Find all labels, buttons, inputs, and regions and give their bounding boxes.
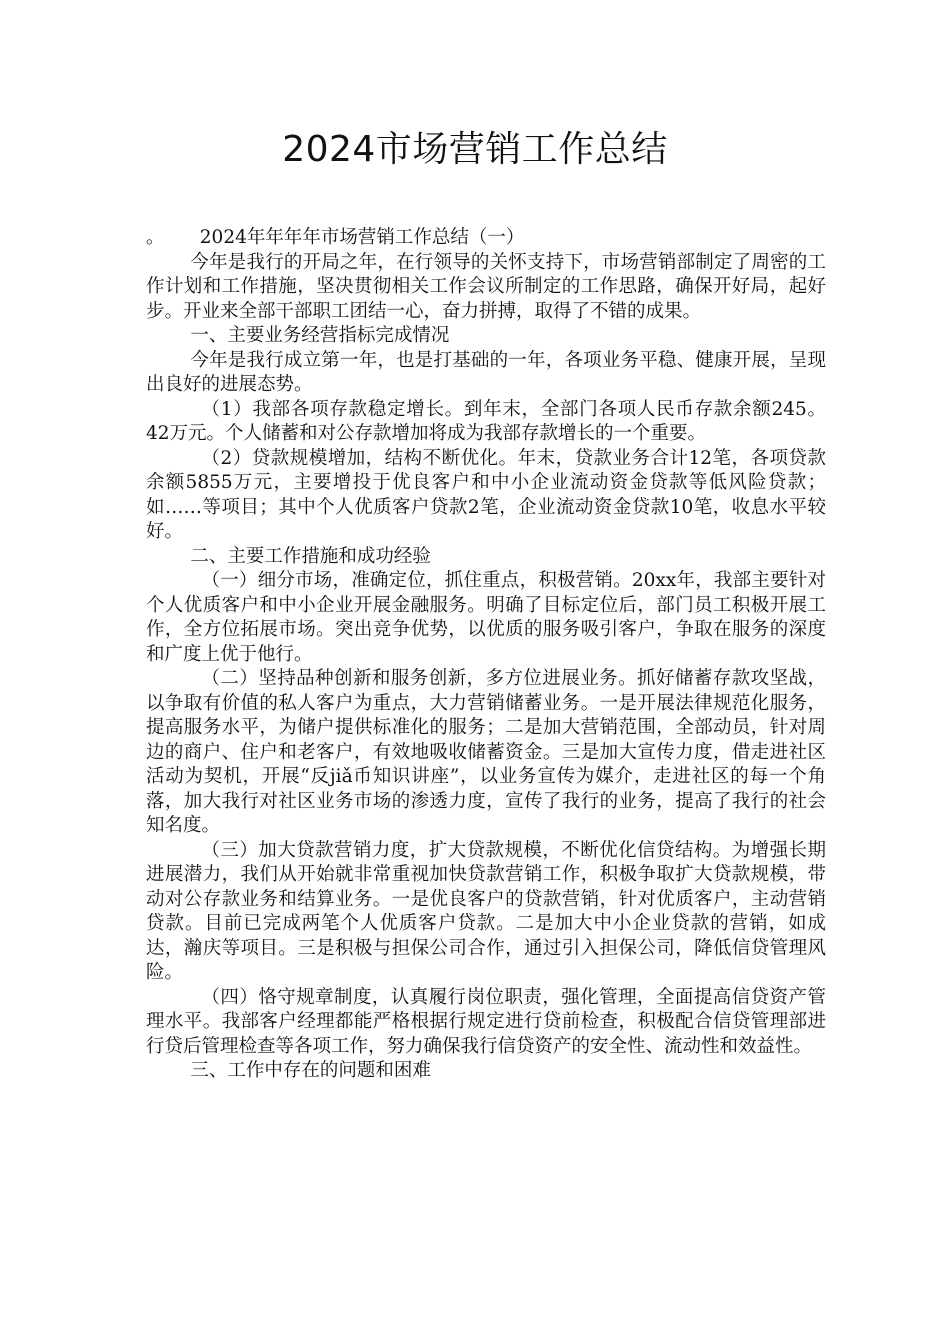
section-heading-3: 三、工作中存在的问题和困难 xyxy=(190,1060,431,1081)
document-title: 2024市场营销工作总结 xyxy=(282,129,668,170)
section-heading-2: 二、主要工作措施和成功经验 xyxy=(190,545,431,567)
section-heading-1: 一、主要业务经营指标完成情况 xyxy=(190,325,450,346)
paragraph-measure-1: （一）细分市场，准确定位，抓住重点，积极营销。20xx年，我部主要针对个人优质客户和中小企业开展金融服务。明确了目标定位后，部门员工积极开展工作，全方位拓展市场。突出竞争优势，以优质的服务吸引客户，争取在服务的深度和广度上优于他行。 xyxy=(146,570,826,665)
paragraph-deposits: （1）我部各项存款稳定增长。到年末，全部门各项人民币存款余额245。42万元。个人储蓄和对公存款增加将成为我部存款增长的一个重要。 xyxy=(146,398,826,444)
subtitle-line: 。 2024年年年年市场营销工作总结（一） xyxy=(146,227,525,248)
paragraph-intro: 今年是我行的开局之年，在行领导的关怀支持下，市场营销部制定了周密的工作计划和工作措施，坚决贯彻相关工作会议所制定的工作思路，确保开好局，起好步。开业来全部干部职工团结一心，奋力拼搏，取得了不错的成果。 xyxy=(146,251,826,322)
document-body xyxy=(146,226,826,1084)
paragraph-measure-4: （四）恪守规章制度，认真履行岗位职责，强化管理，全面提高信贷资产管理水平。我部客户经理都能严格根据行规定进行贷前检查，积极配合信贷管理部进行贷后管理检查等各项工作，努力确保我行信贷资产的安全性、流动性和效益性。 xyxy=(146,986,826,1057)
paragraph-loans: （2）贷款规模增加，结构不断优化。年末，贷款业务合计12笔，各项贷款余额5855万元，主要增投于优良客户和中小企业流动资金贷款等低风险贷款；如……等项目；其中个人优质客户贷款2笔，企业流动资金贷款10笔，收息水平较好。 xyxy=(146,447,826,542)
paragraph-measure-2: （二）坚持品种创新和服务创新，多方位进展业务。抓好储蓄存款攻坚战，以争取有价值的私人客户为重点，大力营销储蓄业务。一是开展法律规范化服务，提高服务水平，为储户提供标准化的服务；二是加大营销范围，全部动员，针对周边的商户、住户和老客户，有效地吸收储蓄资金。三是加大宣传力度，借走进社区活动为契机，开展“反jiǎ币知识讲座”，以业务宣传为媒介，走进社区的每一个角落，加大我行对社区业务市场的渗透力度，宣传了我行的业务，提高了我行的社会知名度。 xyxy=(146,668,826,836)
paragraph-overview: 今年是我行成立第一年，也是打基础的一年，各项业务平稳、健康开展，呈现出良好的进展态势。 xyxy=(146,349,826,395)
paragraph-measure-3: （三）加大贷款营销力度，扩大贷款规模，不断优化信贷结构。为增强长期进展潜力，我们从开始就非常重视加快贷款营销工作，积极争取扩大贷款规模，带动对公存款业务和结算业务。一是优良客户的贷款营销，针对优质客户，主动营销贷款。目前已完成两笔个人优质客户贷款。二是加大中小企业贷款的营销，如成达，瀚庆等项目。三是积极与担保公司合作，通过引入担保公司，降低信贷管理风险。 xyxy=(146,839,826,983)
